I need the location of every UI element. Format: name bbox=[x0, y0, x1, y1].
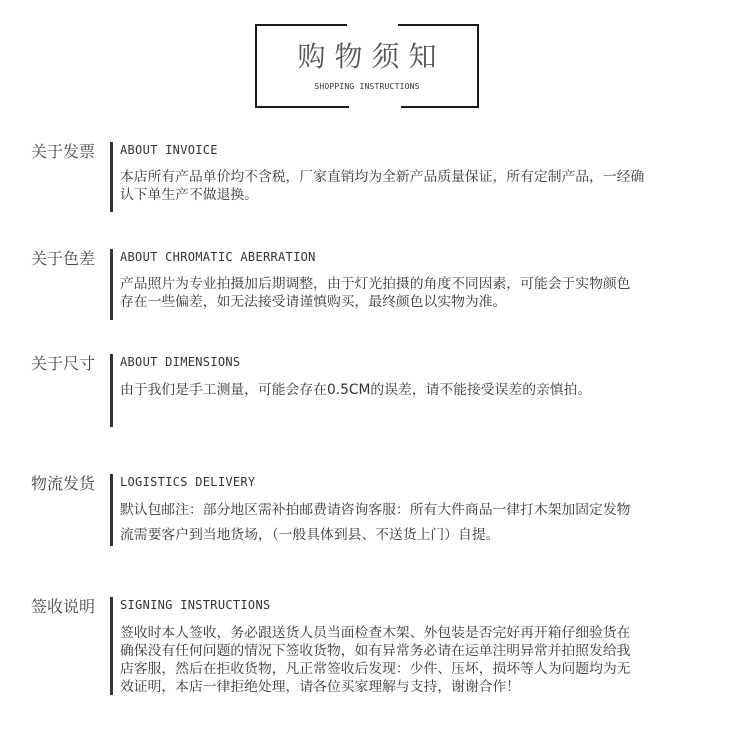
section-body bbox=[120, 168, 720, 204]
section-label: 签收说明 bbox=[31, 597, 96, 616]
body-line: 默认包邮注：部分地区需补拍邮费请咨询客服：所有大件商品一律打木架加固定发物 bbox=[120, 502, 631, 518]
section-label: 关于尺寸 bbox=[31, 354, 96, 373]
title-box bbox=[255, 24, 479, 108]
body-line: 效证明，本店一律拒绝处理，请各位买家理解与支持，谢谢合作！ bbox=[120, 679, 521, 695]
section-label: 关于色差 bbox=[31, 249, 96, 268]
section-label: 关于发票 bbox=[31, 142, 96, 161]
section-divider-bar bbox=[110, 474, 113, 546]
section-body bbox=[120, 381, 720, 399]
section-divider-bar bbox=[110, 354, 113, 427]
body-line: 存在一些偏差，如无法接受请谨慎购买，最终颜色以实物为准。 bbox=[120, 294, 507, 310]
section-body bbox=[120, 624, 720, 696]
title-border-bottom-left bbox=[257, 106, 349, 108]
section-heading: SIGNING INSTRUCTIONS bbox=[120, 598, 271, 612]
body-line: 本店所有产品单价均不含税，厂家直销均为全新产品质量保证，所有定制产品，一经确 bbox=[120, 169, 645, 185]
section-divider-bar bbox=[110, 597, 113, 695]
page-title: 购物须知 bbox=[297, 40, 446, 73]
section-heading: ABOUT DIMENSIONS bbox=[120, 355, 241, 369]
section-heading: ABOUT INVOICE bbox=[120, 143, 218, 157]
body-line: 产品照片为专业拍摄加后期调整，由于灯光拍摄的角度不同因素，可能会于实物颜色 bbox=[120, 276, 631, 292]
section-heading: LOGISTICS DELIVERY bbox=[120, 475, 256, 489]
page-subtitle: SHOPPING INSTRUCTIONS bbox=[314, 82, 420, 91]
section-label: 物流发货 bbox=[31, 474, 96, 493]
body-line: 确保没有任何问题的情况下签收货物，如有异常务必请在运单注明异常并拍照发给我 bbox=[120, 643, 631, 659]
section-divider-bar bbox=[110, 249, 113, 320]
title-border-top-left bbox=[257, 24, 347, 26]
section-heading: ABOUT CHROMATIC ABERRATION bbox=[120, 250, 316, 264]
body-line: 认下单生产不做退换。 bbox=[120, 187, 258, 203]
section-body bbox=[120, 275, 720, 311]
section-body bbox=[120, 498, 720, 548]
body-line: 由于我们是手工测量，可能会存在0.5CM的误差，请不能接受误差的亲慎拍。 bbox=[120, 382, 592, 398]
title-border-bottom-right bbox=[401, 106, 477, 108]
body-line: 流需要客户到当地货场，（一般具体到县、不送货上门）自提。 bbox=[120, 527, 500, 543]
body-line: 店客服，然后在拒收货物，凡正常签收后发现：少件、压坏，损坏等人为问题均为无 bbox=[120, 661, 631, 677]
title-border-top-right bbox=[398, 24, 477, 26]
body-line: 签收时本人签收，务必跟送货人员当面检查木架、外包装是否完好再开箱仔细验货在 bbox=[120, 625, 631, 641]
section-divider-bar bbox=[110, 142, 113, 212]
